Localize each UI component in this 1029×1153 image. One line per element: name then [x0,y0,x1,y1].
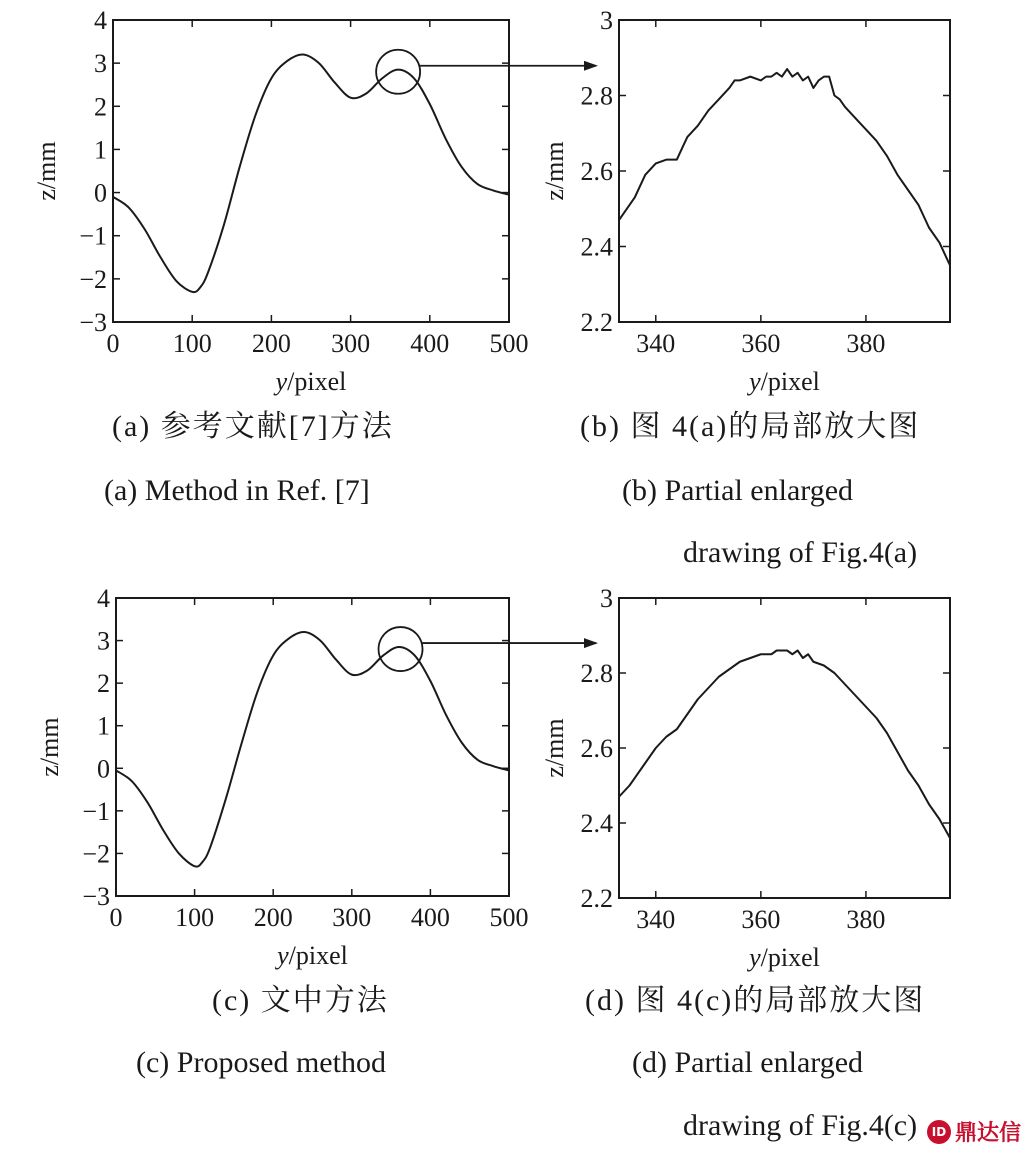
y-tick-label-b-0: 2.2 [580,308,613,337]
y-tick-label-d-2: 2.6 [580,734,613,763]
caption-a-en: (a) Method in Ref. [7] [104,474,370,507]
y-tick-label-b-2: 2.6 [580,157,613,186]
x-tick-label-d-2: 380 [846,905,886,934]
x-tick-label-c-5: 500 [489,903,529,932]
y-tick-label-a-6: 3 [94,49,107,79]
y-tick-label-a-2: −1 [79,221,107,251]
x-axis-label-d: y/pixel [749,943,820,972]
data-line-b [619,69,950,265]
caption-a-cn: (a) 参考文献[7]方法 [112,410,394,443]
x-axis-label-b: y/pixel [749,367,820,396]
watermark-badge: ID [927,1120,951,1144]
y-tick-label-c-1: −2 [82,839,110,869]
y-tick-label-a-7: 4 [94,6,107,35]
caption-c-cn: (c) 文中方法 [212,984,389,1017]
x-tick-label-a-5: 500 [489,329,529,358]
y-axis-label-b: z/mm [540,141,569,201]
x-tick-label-b-2: 380 [846,329,886,358]
y-tick-label-a-5: 2 [94,92,107,122]
y-tick-label-d-1: 2.4 [580,809,613,838]
caption-d-en-line1: (d) Partial enlarged [632,1046,864,1079]
y-tick-label-a-1: −2 [79,264,107,294]
x-tick-label-a-3: 300 [331,329,371,358]
x-tick-label-d-1: 360 [741,905,781,934]
y-tick-label-d-4: 3 [600,584,613,613]
caption-c-en: (c) Proposed method [136,1046,386,1079]
data-line-c [116,632,509,867]
y-tick-label-d-0: 2.2 [580,884,613,913]
plot-frame-b [619,20,950,322]
x-tick-label-c-4: 400 [410,903,450,932]
magnify-circle-a [376,50,420,94]
x-tick-label-c-1: 100 [175,903,215,932]
x-axis-label-a: y/pixel [275,367,347,396]
x-tick-label-c-3: 300 [332,903,372,932]
x-tick-label-a-1: 100 [172,329,212,358]
magnify-circle-c [379,627,423,671]
x-tick-label-b-1: 360 [741,329,781,358]
y-tick-label-c-5: 2 [97,669,110,699]
x-tick-label-c-2: 200 [253,903,293,932]
caption-d-cn: (d) 图 4(c)的局部放大图 [585,984,926,1017]
x-axis-label-c: y/pixel [277,941,348,970]
x-tick-label-a-4: 400 [410,329,450,358]
y-tick-label-a-3: 0 [94,178,107,208]
y-axis-label-a: z/mm [32,141,61,201]
y-axis-label-c: z/mm [35,717,64,777]
y-tick-label-d-3: 2.8 [580,659,613,688]
caption-b-en-line1: (b) Partial enlarged [622,474,854,507]
y-axis-label-d: z/mm [540,718,569,778]
chart-b [540,6,950,396]
y-tick-label-b-3: 2.8 [580,81,613,111]
x-tick-label-b-0: 340 [636,329,676,358]
x-tick-label-a-2: 200 [251,329,291,358]
y-tick-label-a-0: −3 [79,308,107,337]
chart-a [32,6,529,396]
chart-d [540,584,950,972]
x-tick-label-d-0: 340 [636,905,676,934]
y-tick-label-c-3: 0 [97,754,110,784]
y-tick-label-b-4: 3 [600,6,613,35]
data-line-d [619,651,950,839]
caption-b-cn: (b) 图 4(a)的局部放大图 [580,410,921,443]
data-line-a [113,54,509,292]
y-tick-label-b-1: 2.4 [580,232,613,262]
y-tick-label-c-6: 3 [97,626,110,656]
chart-c [35,584,529,970]
y-tick-label-c-4: 1 [97,711,110,741]
plot-frame-d [619,598,950,898]
watermark-text: 鼎达信 [954,1121,1021,1146]
caption-d-en-line2: drawing of Fig.4(c) [683,1109,918,1142]
x-tick-label-a-0: 0 [106,329,120,358]
y-tick-label-a-4: 1 [94,135,107,165]
y-tick-label-c-0: −3 [82,882,110,911]
y-tick-label-c-7: 4 [97,584,110,613]
x-tick-label-c-0: 0 [109,903,123,932]
y-tick-label-c-2: −1 [82,796,110,826]
caption-b-en-line2: drawing of Fig.4(a) [683,536,918,569]
watermark-logo [927,1116,1021,1147]
